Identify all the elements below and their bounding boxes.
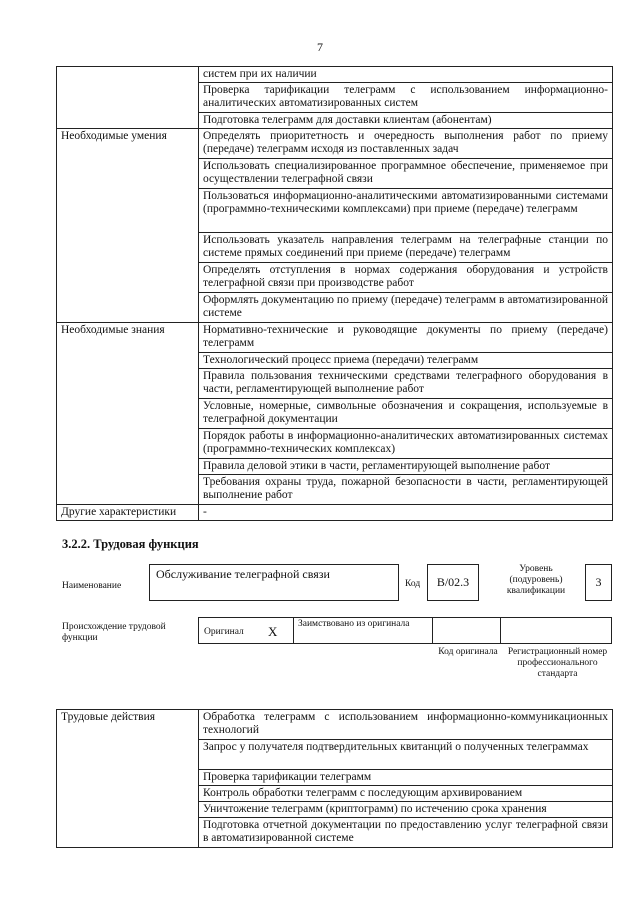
table-cell: Оформлять документацию по приему (передаче) телеграмм в автоматизированной системе — [199, 293, 613, 323]
table-cell: Проверка тарификации телеграмм с использованием информационно-аналитических автоматизированных систем — [199, 83, 613, 113]
table-cell: - — [199, 505, 613, 521]
table-cell: Условные, номерные, символьные обозначения и сокращения, используемые в телеграфной документации — [199, 399, 613, 429]
borrowed-label: Заимствовано из оригинала — [298, 619, 410, 629]
name-label: Наименование — [62, 581, 122, 591]
labor-actions-table — [56, 709, 613, 848]
level-value: 3 — [585, 564, 612, 601]
table-cell: Технологический процесс приема (передачи) телеграмм — [199, 353, 613, 369]
table-cell: Правила деловой этики в части, регламентирующей выполнение работ — [199, 459, 613, 475]
skills-label: Необходимые умения — [57, 129, 199, 323]
table-row — [57, 710, 613, 740]
table-cell: Правила пользования техническими средствами телеграфного оборудования в части, регламентирующей выполнение работ — [199, 369, 613, 399]
other-label: Другие характеристики — [57, 505, 199, 521]
table-row — [57, 129, 613, 159]
table-cell: Подготовка телеграмм для доставки клиентам (абонентам) — [199, 113, 613, 129]
table-row — [57, 323, 613, 353]
continued-label-cell — [57, 67, 199, 129]
reg-number-label: Регистрационный номер профессионального стандарта — [507, 647, 608, 679]
original-mark: X — [268, 624, 278, 639]
original-label: Оригинал — [204, 627, 244, 637]
name-box — [149, 564, 399, 601]
code-origin-label: Код оригинала — [438, 647, 498, 657]
table-cell: Контроль обработки телеграмм с последующим архивированием — [199, 786, 613, 802]
code-value: B/02.3 — [427, 564, 479, 601]
table-cell: Запрос у получателя подтвердительных квитанций о полученных телеграммах — [199, 740, 613, 770]
divider — [432, 617, 433, 644]
table-cell: Обработка телеграмм с использованием информационно-коммуникационных технологий — [199, 710, 613, 740]
divider — [293, 617, 294, 644]
table-cell: Определять отступления в нормах содержания оборудования и устройств телеграфной связи при производстве работ — [199, 263, 613, 293]
table-cell: Определять приоритетность и очередность выполнения работ по приему (передаче) телеграмм исходя из поставленных задач — [199, 129, 613, 159]
table-cell: систем при их наличии — [199, 67, 613, 83]
table-cell: Проверка тарификации телеграмм — [199, 770, 613, 786]
page-number: 7 — [317, 40, 323, 54]
table-row — [57, 67, 613, 83]
table-cell: Использовать специализированное программное обеспечение, применяемое при осуществлении телеграфной связи — [199, 159, 613, 189]
origin-label: Происхождение трудовой функции — [62, 622, 166, 643]
table-row — [57, 505, 613, 521]
divider — [500, 617, 501, 644]
section-title: 3.2.2. Трудовая функция — [62, 537, 199, 551]
table-cell: Уничтожение телеграмм (криптограмм) по истечению срока хранения — [199, 802, 613, 818]
table-cell: Подготовка отчетной документации по предоставлению услуг телеграфной связи в автоматизированной системе — [199, 818, 613, 848]
knowledge-label: Необходимые знания — [57, 323, 199, 505]
level-label: Уровень (подуровень) квалификации — [506, 564, 566, 596]
table-cell: Использовать указатель направления телеграмм на телеграфные станции по системе прямых соединений при приеме (передаче) телеграмм — [199, 233, 613, 263]
code-label: Код — [405, 579, 421, 589]
table-cell: Нормативно-технические и руководящие документы по приему (передаче) телеграмм — [199, 323, 613, 353]
table-cell: Пользоваться информационно-аналитическими автоматизированными системами (программно-техническими комплексами) при приеме (передаче) телеграмм — [199, 189, 613, 233]
table-cell: Требования охраны труда, пожарной безопасности в части, регламентирующей выполнение работ — [199, 475, 613, 505]
competency-table — [56, 66, 613, 521]
name-value: Обслуживание телеграфной связи — [156, 567, 330, 581]
labor-actions-label: Трудовые действия — [57, 710, 199, 848]
table-cell: Порядок работы в информационно-аналитических автоматизированных системах (программно-технических комплексах) — [199, 429, 613, 459]
